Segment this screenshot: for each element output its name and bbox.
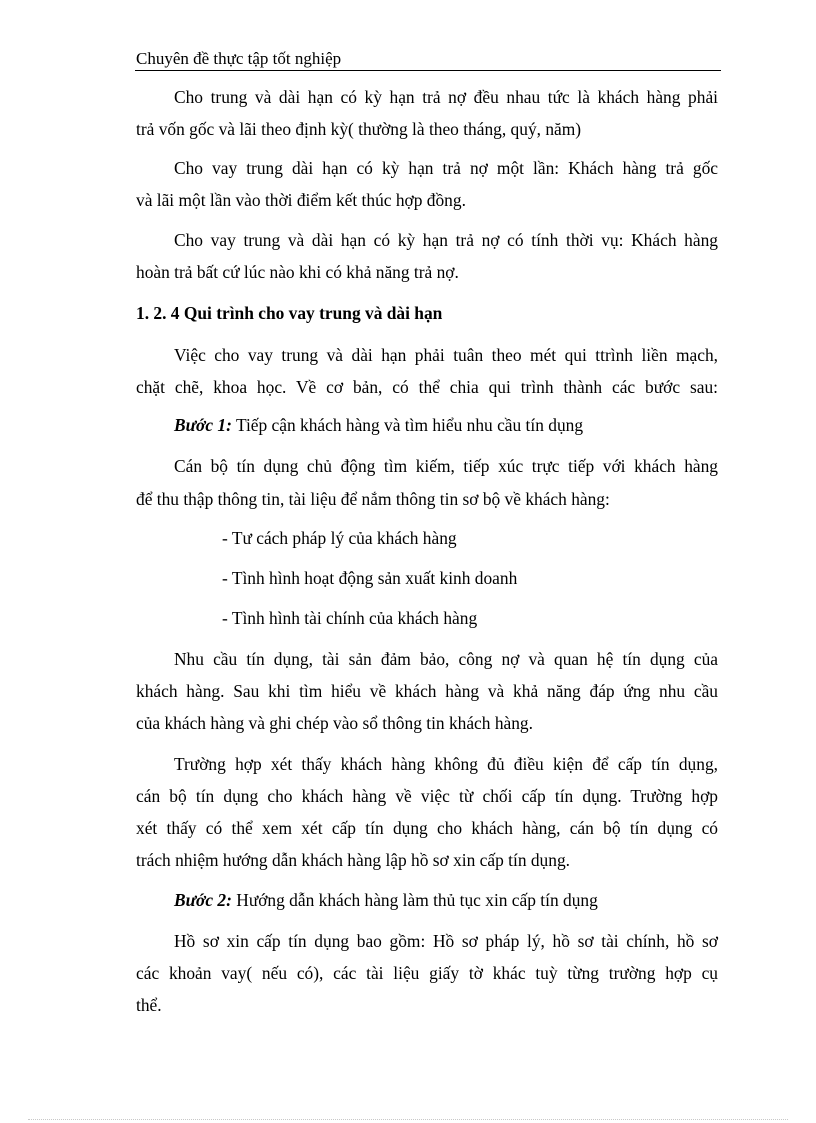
paragraph-line: Cho trung và dài hạn có kỳ hạn trả nợ đều nhau tức là khách hàng phải bbox=[174, 87, 718, 107]
header-rule bbox=[135, 70, 721, 71]
page-bottom-rule bbox=[28, 1119, 788, 1120]
list-item: - Tình hình hoạt động sản xuất kinh doanh bbox=[222, 568, 518, 588]
paragraph-line: các khoản vay( nếu có), các tài liệu giấy tờ khác tuỳ từng trường hợp cụ bbox=[136, 963, 718, 983]
step-2-line bbox=[174, 889, 718, 911]
paragraph-line: hoàn trả bất cứ lúc nào khi có khả năng trả nợ. bbox=[136, 262, 459, 282]
paragraph-line: cán bộ tín dụng cho khách hàng về việc từ chối cấp tín dụng. Trường hợp bbox=[136, 786, 718, 806]
paragraph-line: trách nhiệm hướng dẫn khách hàng lập hồ sơ xin cấp tín dụng. bbox=[136, 850, 570, 870]
paragraph-line: của khách hàng và ghi chép vào sổ thông tin khách hàng. bbox=[136, 713, 533, 733]
step-2-label: Bước 2: bbox=[174, 890, 232, 910]
list-item: - Tình hình tài chính của khách hàng bbox=[222, 608, 478, 628]
step-1-text: Tiếp cận khách hàng và tìm hiểu nhu cầu tín dụng bbox=[231, 415, 584, 435]
page-header-title: Chuyên đề thực tập tốt nghiệp bbox=[136, 49, 342, 68]
paragraph-line: chặt chẽ, khoa học. Về cơ bản, có thể chia qui trình thành các bước sau: bbox=[136, 377, 718, 397]
paragraph-line: Cho vay trung dài hạn có kỳ hạn trả nợ một lần: Khách hàng trả gốc bbox=[174, 158, 718, 178]
paragraph-line: Nhu cầu tín dụng, tài sản đảm bảo, công nợ và quan hệ tín dụng của bbox=[174, 649, 718, 669]
section-heading: 1. 2. 4 Qui trình cho vay trung và dài hạn bbox=[136, 303, 443, 323]
paragraph-line: Việc cho vay trung và dài hạn phải tuân theo mét qui ttrình liền mạch, bbox=[174, 345, 718, 365]
paragraph-line: Trường hợp xét thấy khách hàng không đủ điều kiện để cấp tín dụng, bbox=[174, 754, 718, 774]
step-1-label: Bước 1: bbox=[174, 415, 232, 435]
paragraph-line: Cho vay trung và dài hạn có kỳ hạn trả nợ có tính thời vụ: Khách hàng bbox=[174, 230, 718, 250]
paragraph-line: Hồ sơ xin cấp tín dụng bao gồm: Hồ sơ pháp lý, hồ sơ tài chính, hồ sơ bbox=[174, 931, 718, 951]
paragraph-line: và lãi một lần vào thời điểm kết thúc hợp đồng. bbox=[136, 190, 466, 210]
paragraph-line: xét thấy có thể xem xét cấp tín dụng cho khách hàng, cán bộ tín dụng có bbox=[136, 818, 718, 838]
paragraph-line: Cán bộ tín dụng chủ động tìm kiếm, tiếp xúc trực tiếp với khách hàng bbox=[174, 456, 718, 476]
list-item: - Tư cách pháp lý của khách hàng bbox=[222, 528, 457, 548]
step-2-text: Hướng dẫn khách hàng làm thủ tục xin cấp tín dụng bbox=[231, 890, 598, 910]
paragraph-line: để thu thập thông tin, tài liệu để nắm thông tin sơ bộ về khách hàng: bbox=[136, 489, 610, 509]
paragraph-line: khách hàng. Sau khi tìm hiểu về khách hàng và khả năng đáp ứng nhu cầu bbox=[136, 681, 718, 701]
paragraph-line: thể. bbox=[136, 995, 162, 1015]
step-1-line bbox=[174, 414, 718, 436]
paragraph-line: trả vốn gốc và lãi theo định kỳ( thường là theo tháng, quý, năm) bbox=[136, 119, 582, 139]
